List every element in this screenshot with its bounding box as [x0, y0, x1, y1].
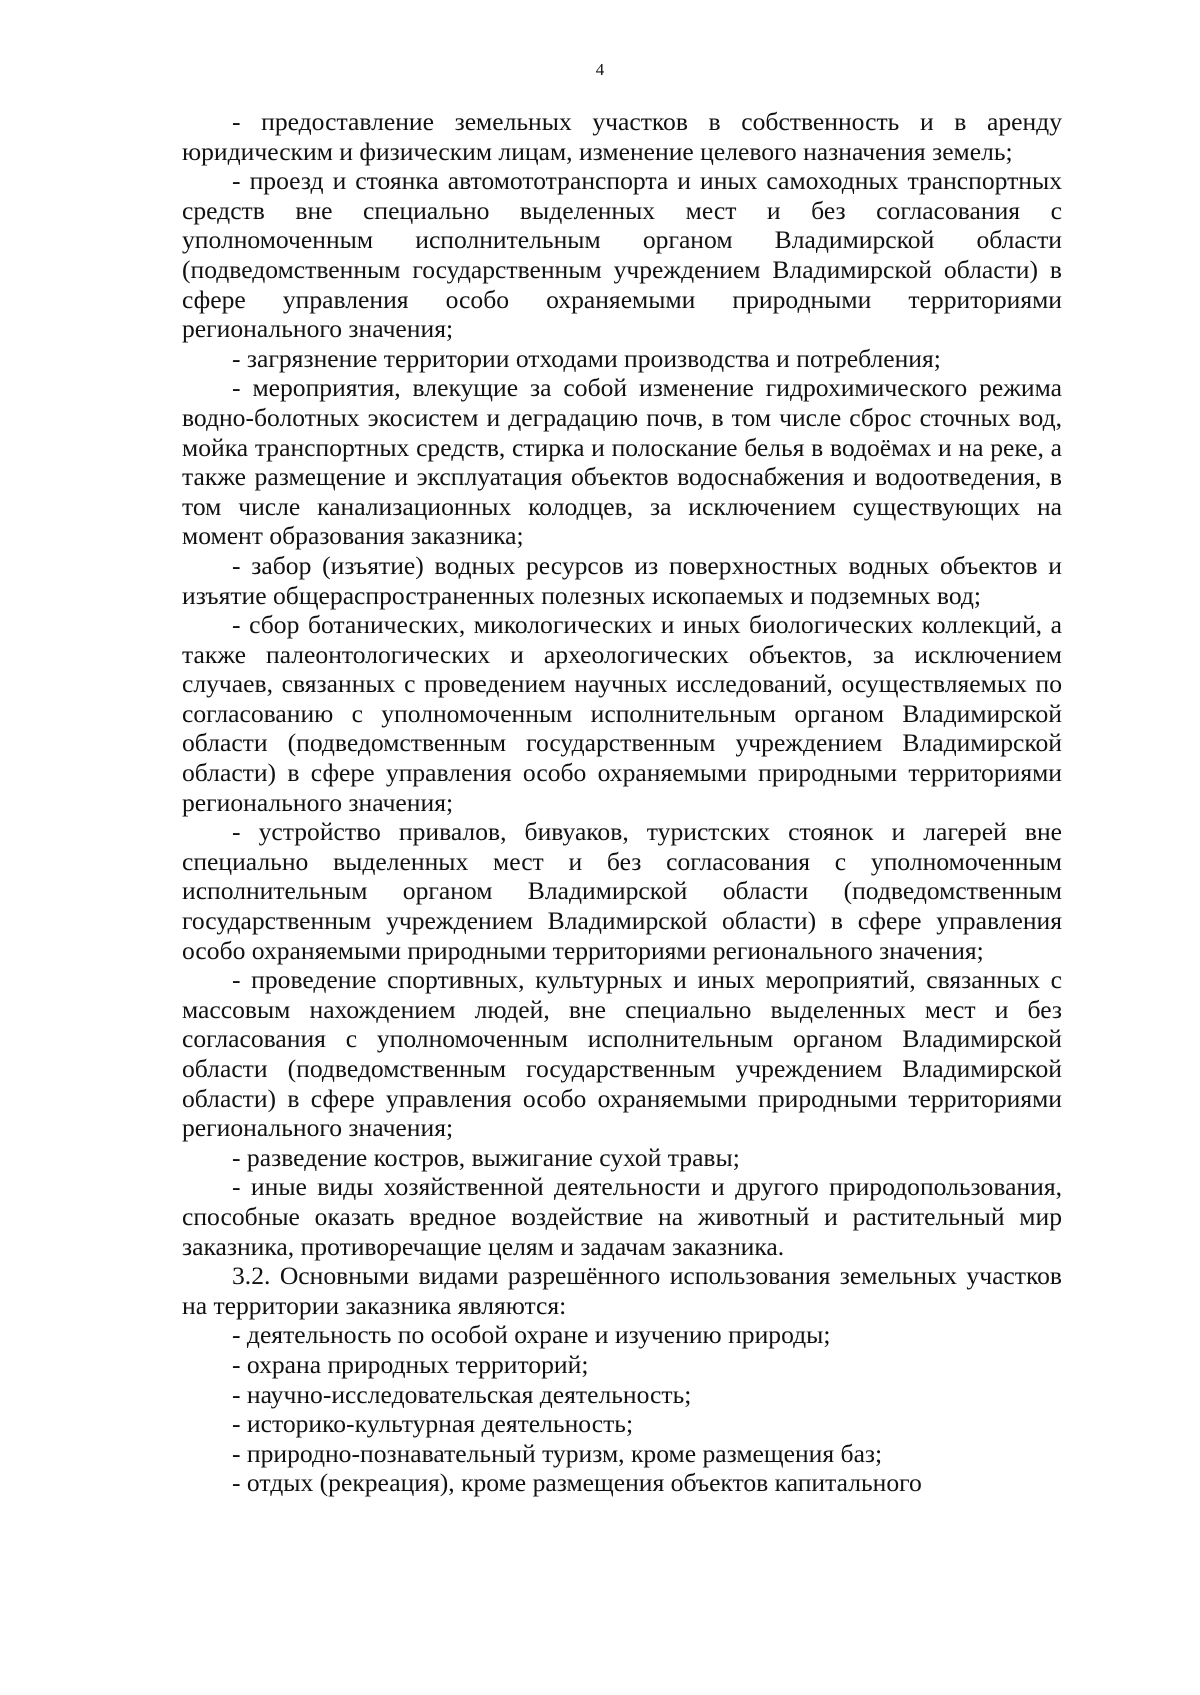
- paragraph: - охрана природных территорий;: [232, 1349, 589, 1379]
- page-number: 4: [595, 60, 605, 79]
- paragraph: - предоставление земельных участков в собственность и в аренду юридическим и физическим лицам, изменение целевого назначения земель;: [182, 107, 1062, 166]
- paragraph: - устройство привалов, бивуаков, туристских стоянок и лагерей вне специально выделенных мест и без согласования с уполномоченным исполнительным органом Владимирской области (подведомственным государственным учреждением Владимирской области) в сфере управления особо охраняемыми природными территориями регионального значения;: [182, 817, 1062, 965]
- paragraph: - загрязнение территории отходами производства и потребления;: [232, 343, 941, 373]
- paragraph: - мероприятия, влекущие за собой изменение гидрохимического режима водно-болотных экосистем и деградацию почв, в том числе сброс сточных вод, мойка транспортных средств, стирка и полоскание белья в водоёмах и на реке, а также размещение и эксплуатация объектов водоснабжения и водоотведения, в том числе канализационных колодцев, за исключением существующих на момент образования заказника;: [182, 373, 1062, 551]
- paragraph: - забор (изъятие) водных ресурсов из поверхностных водных объектов и изъятие общераспространенных полезных ископаемых и подземных вод;: [182, 550, 1062, 610]
- paragraph: - иные виды хозяйственной деятельности и другого природопользования, способные оказать вредное воздействие на животный и растительный мир заказника, противоречащие целям и задачам заказника.: [182, 1172, 1062, 1261]
- paragraph: - сбор ботанических, микологических и иных биологических коллекций, а также палеонтологических и археологических объектов, за исключением случаев, связанных с проведением научных исследований, осуществляемых по согласованию с уполномоченным исполнительным органом Владимирской области (подведомственным государственным учреждением Владимирской области) в сфере управления особо охраняемыми природными территориями регионального значения;: [182, 610, 1062, 817]
- paragraph: - проезд и стоянка автомототранспорта и иных самоходных транспортных средств вне специально выделенных мест и без согласования с уполномоченным исполнительным органом Владимирской области (подведомственным государственным учреждением Владимирской области) в сфере управления особо охраняемыми природными территориями регионального значения;: [182, 166, 1062, 344]
- paragraph: - научно-исследовательская деятельность;: [232, 1379, 692, 1409]
- paragraph: - природно-познавательный туризм, кроме размещения баз;: [232, 1438, 883, 1468]
- paragraph: - историко-культурная деятельность;: [232, 1409, 634, 1439]
- paragraph: - разведение костров, выжигание сухой травы;: [232, 1142, 740, 1172]
- paragraph: - деятельность по особой охране и изучению природы;: [232, 1320, 831, 1350]
- paragraph: - проведение спортивных, культурных и иных мероприятий, связанных с массовым нахождением людей, вне специально выделенных мест и без согласования с уполномоченным исполнительным органом Владимирской области (подведомственным государственным учреждением Владимирской области) в сфере управления особо охраняемыми природными территориями регионального значения;: [182, 965, 1062, 1143]
- document-body: [182, 107, 1062, 1498]
- section-paragraph: 3.2. Основными видами разрешённого использования земельных участков на территории заказника являются:: [182, 1261, 1062, 1320]
- paragraph: - отдых (рекреация), кроме размещения объектов капитального: [232, 1468, 922, 1498]
